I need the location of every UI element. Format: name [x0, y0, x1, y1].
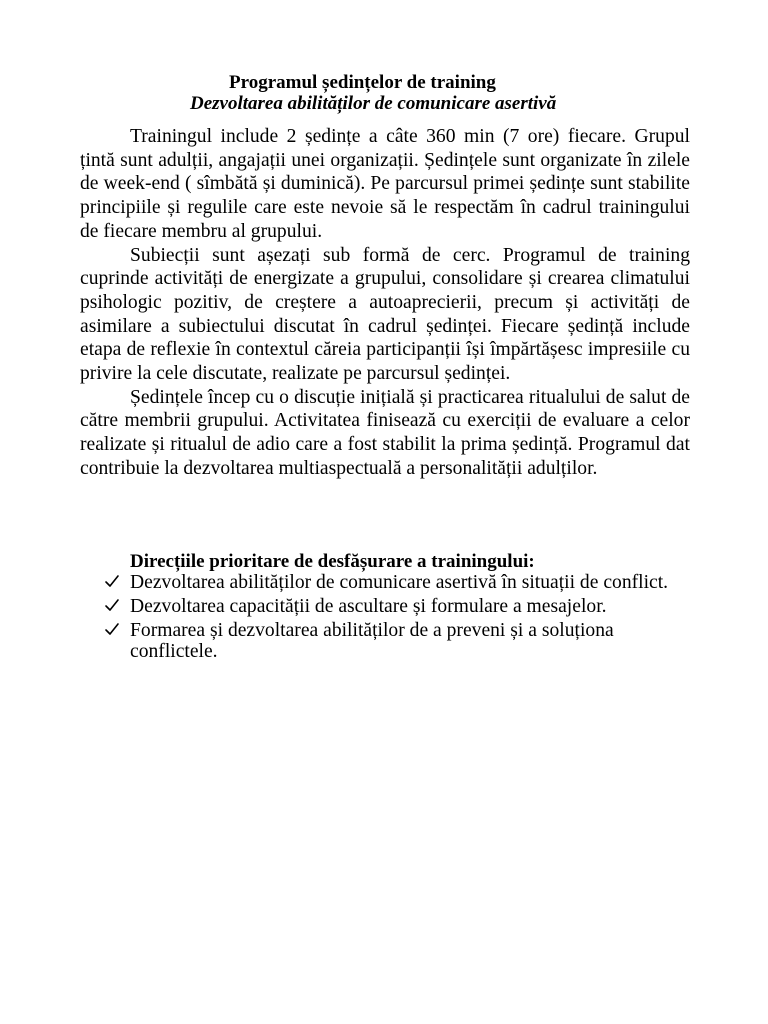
- check-icon: [104, 597, 120, 613]
- list-item-text: Dezvoltarea capacității de ascultare și formulare a mesajelor.: [130, 596, 607, 617]
- list-item: [104, 620, 694, 662]
- directions-list: [104, 572, 694, 665]
- document-subtitle: Dezvoltarea abilităților de comunicare asertivă: [190, 93, 557, 114]
- check-icon: [104, 621, 120, 637]
- list-item-text: Dezvoltarea abilităților de comunicare asertivă în situații de conflict.: [130, 572, 669, 593]
- body-text: [80, 125, 690, 481]
- document-title: Programul ședințelor de training: [229, 72, 496, 93]
- paragraph-2: Subiecții sunt așezați sub formă de cerc. Programul de training cuprinde activități de energizate a grupului, consolidare și crearea climatului psihologic pozitiv, de creștere a autoaprecierii, precum și activități de asimilare a subiectului discutat în cadrul ședinței. Fiecare ședință include etapa de reflexie în contextul căreia participanții își împărtășesc impresiile cu privire la cele discutate, realizate pe parcursul ședinței.: [80, 244, 690, 385]
- check-icon: [104, 573, 120, 589]
- paragraph-3: Ședințele încep cu o discuție inițială și practicarea ritualului de salut de către membrii grupului. Activitatea finisează cu exerciții de evaluare a celor realizate și ritualul de adio care a fost stabilit la prima ședință. Programul dat contribuie la dezvoltarea multiaspectuală a personalității adulților.: [80, 386, 690, 479]
- paragraph-1: Trainingul include 2 ședințe a câte 360 min (7 ore) fiecare. Grupul țintă sunt adulții, angajații unei organizații. Ședințele sunt organizate în zilele de week-end ( sîmbătă și duminică). Pe parcursul primei ședințe sunt stabilite principiile și regulile care este nevoie să le respectăm în cadrul trainingului de fiecare membru al grupului.: [80, 126, 690, 242]
- list-item-text: Formarea și dezvoltarea abilităților de a preveni și a soluționa conflictele.: [130, 620, 614, 662]
- section-heading: Direcțiile prioritare de desfășurare a trainingului:: [130, 551, 535, 572]
- list-item: [104, 572, 694, 593]
- list-item: [104, 596, 694, 617]
